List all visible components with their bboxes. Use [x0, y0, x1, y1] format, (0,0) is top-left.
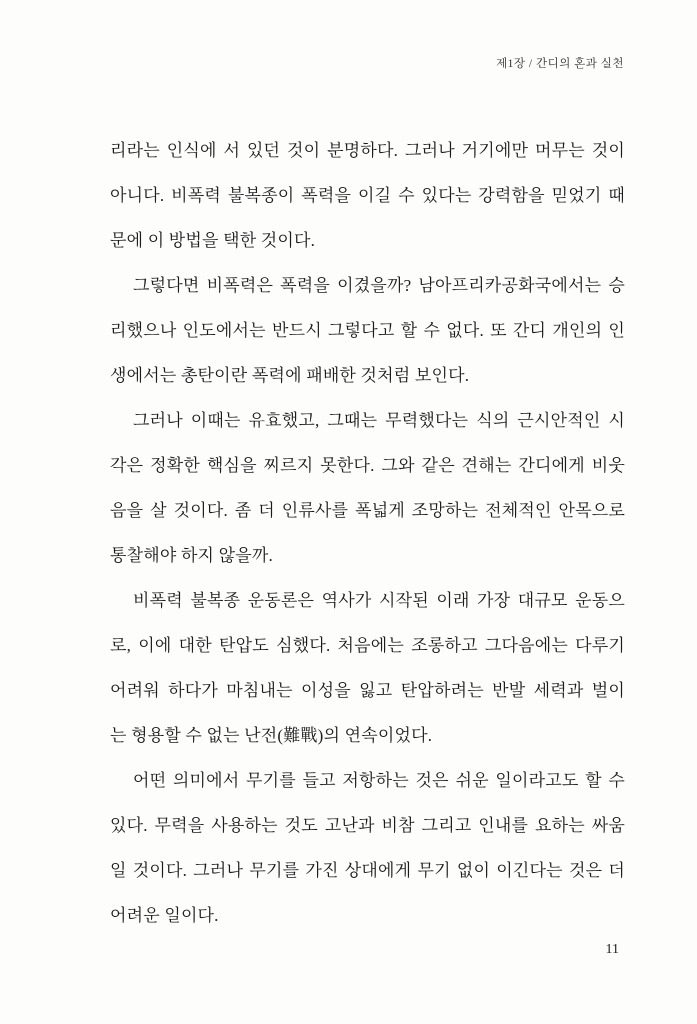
text-line: 어려워 하다가 마침내는 이성을 잃고 탄압하려는 반발 세력과 벌이 [110, 681, 625, 700]
text-line: 통찰해야 하지 않을까. [110, 546, 273, 565]
text-line: 생에서는 총탄이란 폭력에 패배한 것처럼 보인다. [110, 366, 470, 385]
text-line: 일 것이다. 그러나 무기를 가진 상대에게 무기 없이 이긴다는 것은 더 [110, 861, 625, 880]
running-header: 제1장 / 간디의 혼과 실천 [496, 58, 624, 70]
paragraph [110, 263, 625, 398]
paragraph [110, 758, 625, 938]
page-number: 11 [605, 942, 619, 957]
text-line: 아니다. 비폭력 불복종이 폭력을 이길 수 있다는 강력함을 믿었기 때 [110, 186, 625, 205]
text-line: 음을 살 것이다. 좀 더 인류사를 폭넓게 조망하는 전체적인 안목으로 [110, 501, 625, 520]
text-line: 는 형용할 수 없는 난전(難戰)의 연속이었다. [110, 726, 433, 745]
text-line: 비폭력 불복종 운동론은 역사가 시작된 이래 가장 대규모 운동으 [133, 591, 625, 610]
paragraph [110, 398, 625, 578]
text-line: 리라는 인식에 서 있던 것이 분명하다. 그러나 거기에만 머무는 것이 [110, 141, 625, 160]
text-line: 문에 이 방법을 택한 것이다. [110, 231, 316, 250]
text-line: 각은 정확한 핵심을 찌르지 못한다. 그와 같은 견해는 간디에게 비웃 [110, 456, 625, 475]
paragraph [110, 578, 625, 758]
text-line: 그러나 이때는 유효했고, 그때는 무력했다는 식의 근시안적인 시 [133, 411, 625, 430]
paragraph [110, 128, 625, 263]
body-text [110, 128, 625, 938]
text-line: 있다. 무력을 사용하는 것도 고난과 비참 그리고 인내를 요하는 싸움 [110, 816, 625, 835]
text-line: 그렇다면 비폭력은 폭력을 이겼을까? 남아프리카공화국에서는 승 [133, 276, 625, 295]
text-line: 리했으나 인도에서는 반드시 그렇다고 할 수 없다. 또 간디 개인의 인 [110, 321, 625, 340]
text-line: 어려운 일이다. [110, 906, 219, 925]
text-line: 어떤 의미에서 무기를 들고 저항하는 것은 쉬운 일이라고도 할 수 [133, 771, 625, 790]
text-line: 로, 이에 대한 탄압도 심했다. 처음에는 조롱하고 그다음에는 다루기 [110, 636, 625, 655]
